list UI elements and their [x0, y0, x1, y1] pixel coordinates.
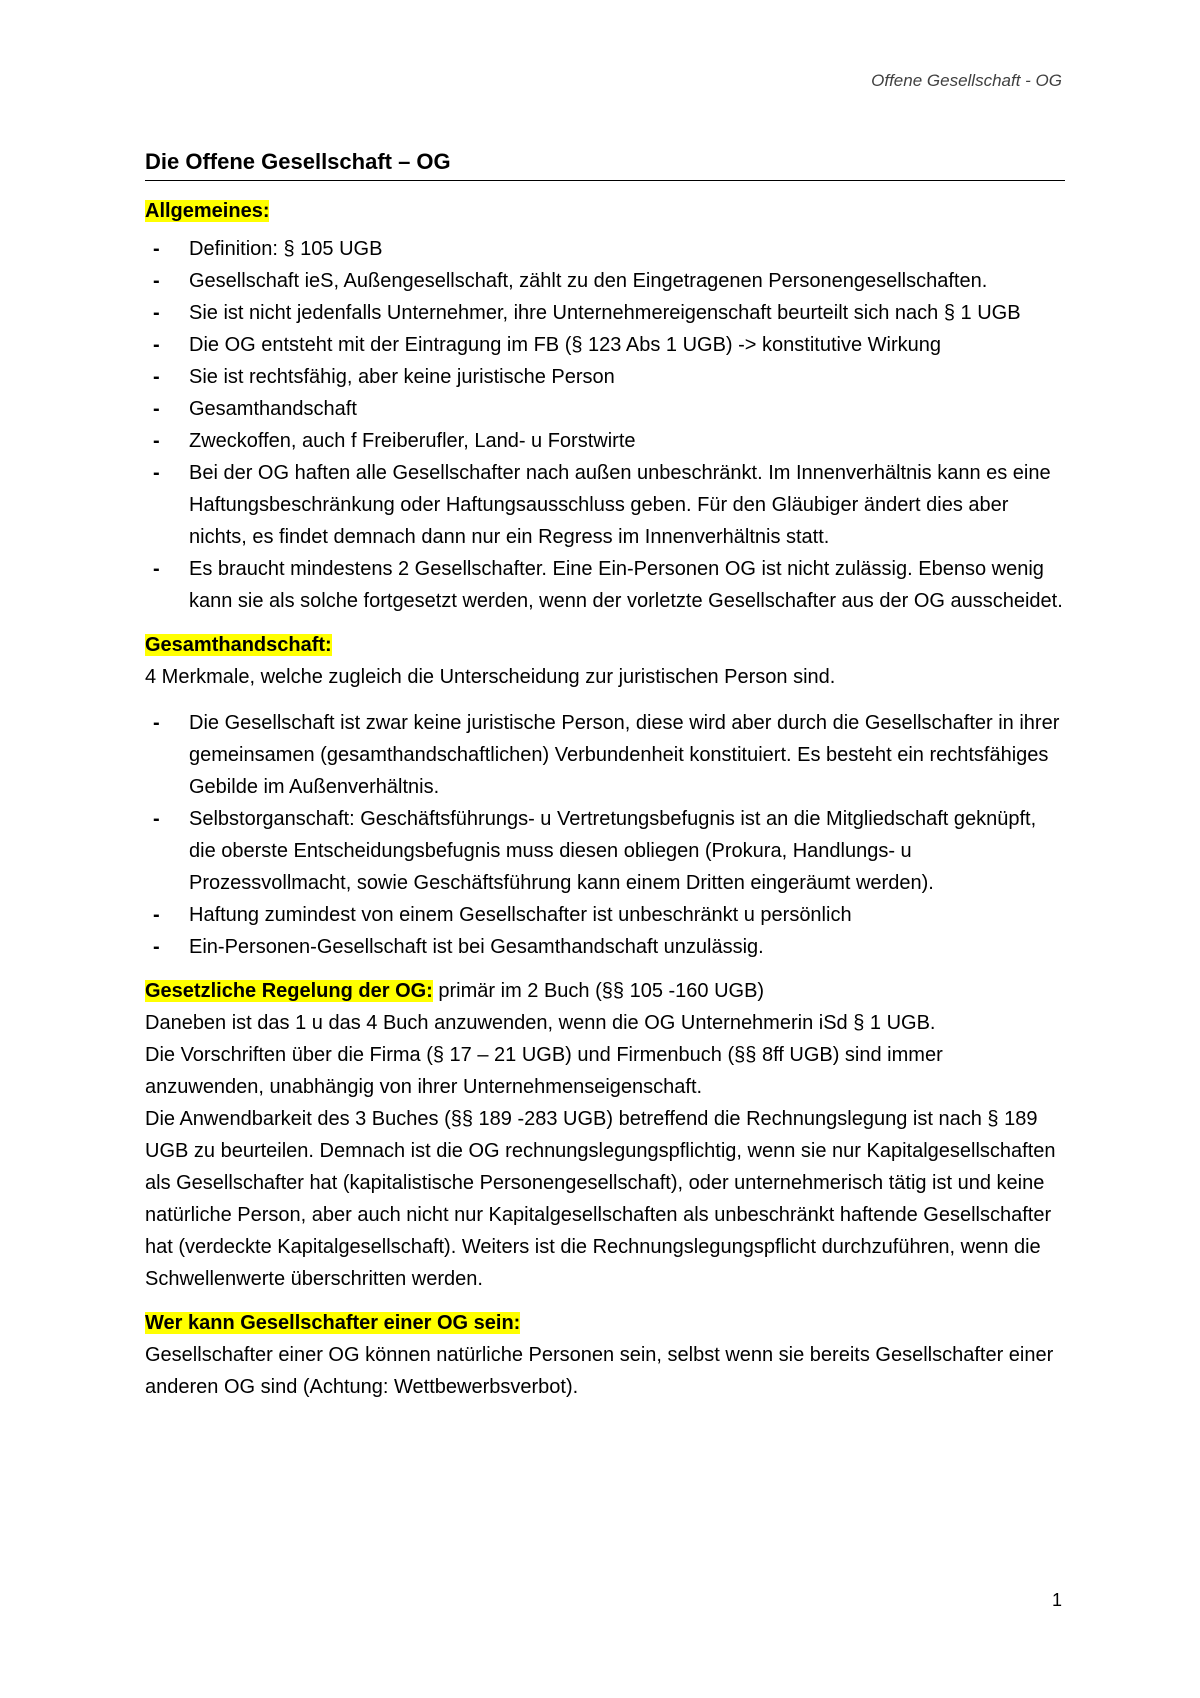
bullet-list: [145, 707, 1065, 963]
highlighted-heading: Wer kann Gesellschafter einer OG sein:: [145, 1312, 521, 1334]
list-item-text: Sie ist rechtsfähig, aber keine juristische Person: [189, 366, 615, 388]
heading-suffix: primär im 2 Buch (§§ 105 -160 UGB): [432, 980, 765, 1002]
section-heading: [145, 1307, 1065, 1339]
list-item-text: Gesamthandschaft: [189, 398, 357, 420]
section-intro: 4 Merkmale, welche zugleich die Unterscheidung zur juristischen Person sind.: [145, 666, 836, 688]
list-item-text: Haftung zumindest von einem Gesellschafter ist unbeschränkt u persönlich: [189, 904, 852, 926]
dash-bullet: -: [153, 430, 160, 452]
section-gesamthandschaft: [145, 629, 1065, 963]
list-item-text: Die Gesellschaft ist zwar keine juristische Person, diese wird aber durch die Gesellschafter in ihrer gemeinsamen (gesamthandschaftlichen) Verbundenheit konstituiert. Es besteht ein rechtsfähiges Gebilde im Außenverhältnis.: [189, 712, 1060, 798]
list-item: [145, 361, 1065, 393]
list-item: [145, 265, 1065, 297]
list-item-text: Gesellschaft ieS, Außengesellschaft, zählt zu den Eingetragenen Personengesellschaften.: [189, 270, 988, 292]
list-item: [145, 707, 1065, 803]
list-item: [145, 329, 1065, 361]
list-item-text: Selbstorganschaft: Geschäftsführungs- u Vertretungsbefugnis ist an die Mitgliedschaft geknüpft, die oberste Entscheidungsbefugnis muss diesen obliegen (Prokura, Handlungs- u Prozessvollmacht, sowie Geschäftsführung kann einem Dritten eingeräumt werden).: [189, 808, 1037, 894]
page-number: 1: [1051, 1590, 1062, 1610]
section-allgemeines: [145, 195, 1065, 617]
list-item-text: Zweckoffen, auch f Freiberufler, Land- u Forstwirte: [189, 430, 636, 452]
paragraph: Gesellschafter einer OG können natürliche Personen sein, selbst wenn sie bereits Gesellschafter einer anderen OG sind (Achtung: Wettbewerbsverbot).: [145, 1344, 1054, 1398]
dash-bullet: -: [153, 904, 160, 926]
list-item-text: Es braucht mindestens 2 Gesellschafter. Eine Ein-Personen OG ist nicht zulässig. Ebenso wenig kann sie als solche fortgesetzt werden, wenn der vorletzte Gesellschafter aus der OG ausscheidet.: [189, 558, 1063, 612]
paragraph: Daneben ist das 1 u das 4 Buch anzuwenden, wenn die OG Unternehmerin iSd § 1 UGB.: [145, 1012, 936, 1034]
document-content: [145, 146, 1065, 1403]
section-wer-kann-gesellschafter-sein: [145, 1307, 1065, 1403]
section-heading: [145, 629, 1065, 661]
dash-bullet: -: [153, 334, 160, 356]
dash-bullet: -: [153, 238, 160, 260]
dash-bullet: -: [153, 302, 160, 324]
section-heading: [145, 195, 1065, 227]
running-header: Offene Gesellschaft - OG: [871, 71, 1062, 90]
list-item: [145, 425, 1065, 457]
list-item-text: Definition: § 105 UGB: [189, 238, 383, 260]
list-item: [145, 457, 1065, 553]
dash-bullet: -: [153, 398, 160, 420]
list-item: [145, 297, 1065, 329]
list-item-text: Die OG entsteht mit der Eintragung im FB (§ 123 Abs 1 UGB) -> konstitutive Wirkung: [189, 334, 941, 356]
dash-bullet: -: [153, 712, 160, 734]
list-item: [145, 553, 1065, 617]
dash-bullet: -: [153, 808, 160, 830]
dash-bullet: -: [153, 366, 160, 388]
dash-bullet: -: [153, 270, 160, 292]
list-item-text: Sie ist nicht jedenfalls Unternehmer, ihre Unternehmereigenschaft beurteilt sich nach § 1 UGB: [189, 302, 1021, 324]
dash-bullet: -: [153, 936, 160, 958]
section-gesetzliche-regelung: [145, 975, 1065, 1295]
list-item-text: Ein-Personen-Gesellschaft ist bei Gesamthandschaft unzulässig.: [189, 936, 764, 958]
highlighted-heading: Gesetzliche Regelung der OG:: [145, 980, 433, 1002]
section-heading: [145, 975, 1065, 1007]
list-item: [145, 899, 1065, 931]
highlighted-heading: Allgemeines:: [145, 200, 270, 222]
bullet-list: [145, 233, 1065, 617]
list-item: [145, 931, 1065, 963]
list-item: [145, 803, 1065, 899]
list-item: [145, 233, 1065, 265]
highlighted-heading: Gesamthandschaft:: [145, 634, 332, 656]
paragraph: Die Anwendbarkeit des 3 Buches (§§ 189 -283 UGB) betreffend die Rechnungslegung ist nach § 189 UGB zu beurteilen. Demnach ist die OG rechnungslegungspflichtig, wenn sie nur Kapitalgesellschaften als Gesellschafter hat (kapitalistische Personengesellschaft), oder unternehmerisch tätig ist und keine natürliche Person, aber auch nicht nur Kapitalgesellschaften als unbeschränkt haftende Gesellschafter hat (verdeckte Kapitalgesellschaft). Weiters ist die Rechnungslegungspflicht durchzuführen, wenn die Schwellenwerte überschritten werden.: [145, 1108, 1056, 1290]
paragraph: Die Vorschriften über die Firma (§ 17 – 21 UGB) und Firmenbuch (§§ 8ff UGB) sind immer anzuwenden, unabhängig von ihrer Unternehmenseigenschaft.: [145, 1044, 943, 1098]
document-title: Die Offene Gesellschaft – OG: [145, 146, 1065, 181]
dash-bullet: -: [153, 462, 160, 484]
dash-bullet: -: [153, 558, 160, 580]
list-item-text: Bei der OG haften alle Gesellschafter nach außen unbeschränkt. Im Innenverhältnis kann es eine Haftungsbeschränkung oder Haftungsausschluss geben. Für den Gläubiger ändert dies aber nichts, es findet demnach dann nur ein Regress im Innenverhältnis statt.: [189, 462, 1051, 548]
list-item: [145, 393, 1065, 425]
